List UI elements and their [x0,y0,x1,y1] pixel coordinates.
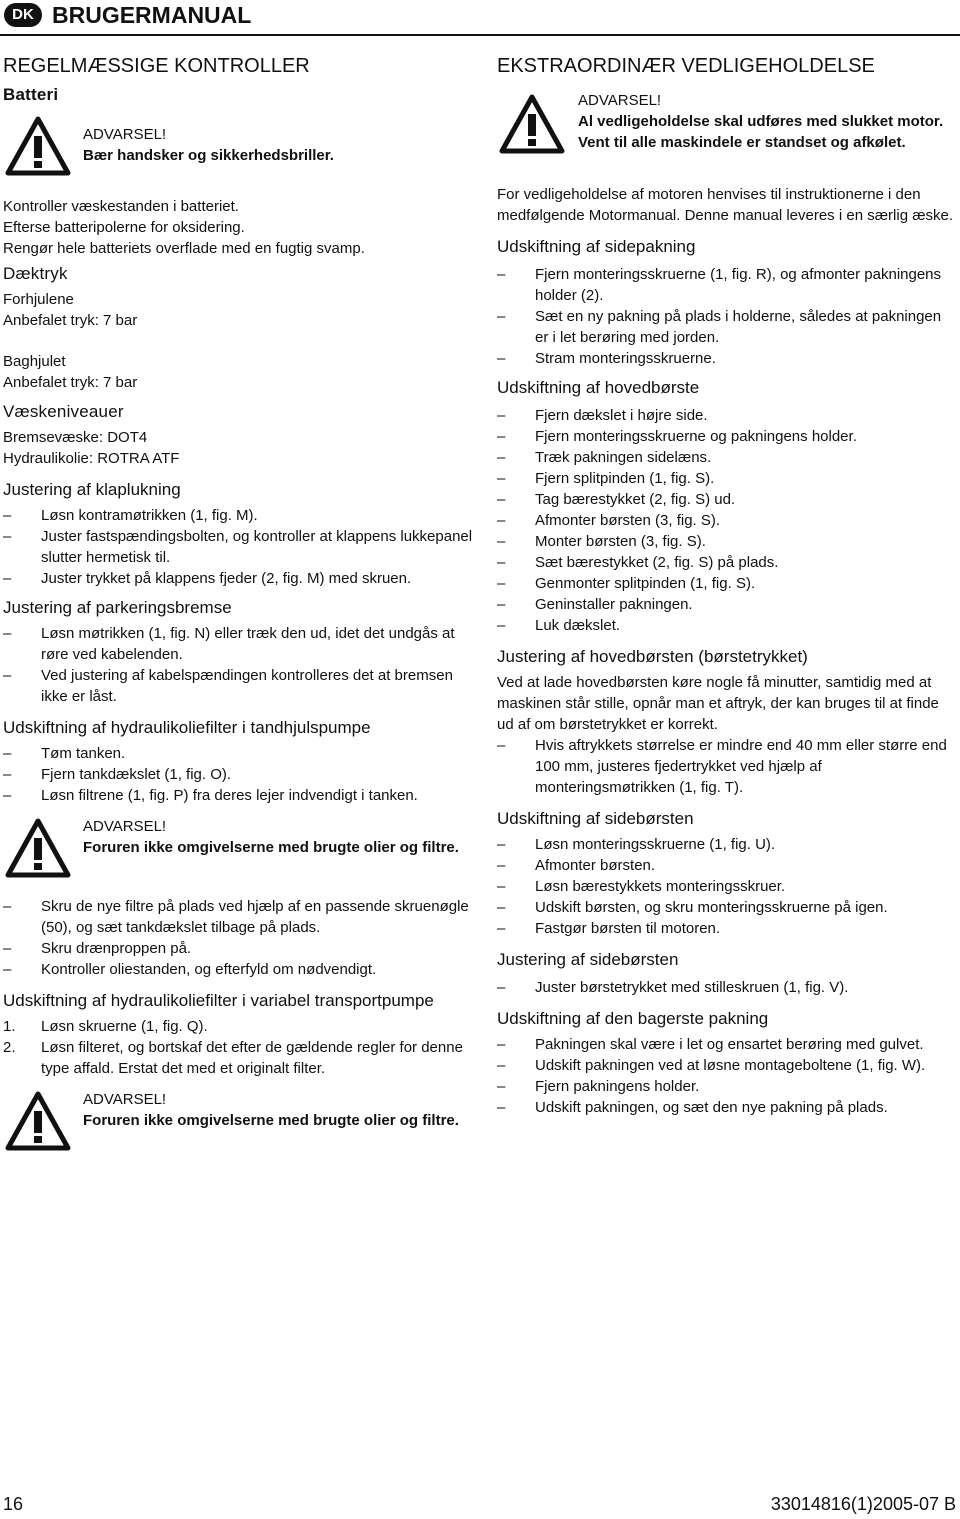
language-badge: DK [4,3,42,27]
heading-tyre-pressure: Dæktryk [3,264,68,283]
list-item: – Tøm tanken. [3,743,473,764]
heading-side-brush-adjustment: Justering af sidebørsten [497,950,679,969]
warning-text: Vent til alle maskindele er standset og afkølet. [578,134,906,151]
right-column [497,52,957,1118]
list-item: – Løsn monteringsskruerne (1, fig. U). [497,834,957,855]
side-gasket-steps [497,264,957,369]
list-item: – Tag bærestykket (2, fig. S) ud. [497,489,957,510]
list-item: – Skru de nye filtre på plads ved hjælp af en passende skruenøgle (50), og sæt tankdækslet tilbage på plads. [3,896,473,938]
battery-line: Kontroller væskestanden i batteriet. [3,198,239,215]
list-item: – Fastgør børsten til motoren. [497,918,957,939]
warning-text: Foruren ikke omgivelserne med brugte olier og filtre. [83,839,459,856]
heading-flap-adjustment: Justering af klaplukning [3,480,181,499]
front-wheels-pressure: Anbefalet tryk: 7 bar [3,312,138,329]
list-item: – Luk dækslet. [497,615,957,636]
list-item: – Pakningen skal være i let og ensartet berøring med gulvet. [497,1034,957,1055]
fluid-line: Bremsevæske: DOT4 [3,429,148,446]
step-number: 1. [3,1018,16,1035]
warning-triangle-icon [5,116,71,176]
list-item: – Afmonter børsten (3, fig. S). [497,510,957,531]
list-item [3,1037,473,1079]
main-brush-steps [497,405,957,636]
warning-triangle-icon [499,94,565,154]
list-item: – Geninstaller pakningen. [497,594,957,615]
list-item: – Løsn filtrene (1, fig. P) fra deres lejer indvendigt i tanken. [3,785,473,806]
manual-title: BRUGERMANUAL [52,2,252,28]
list-item: – Udskift pakningen ved at løsne montageboltene (1, fig. W). [497,1055,957,1076]
warning-text: Foruren ikke omgivelserne med brugte olier og filtre. [83,1112,459,1129]
rear-wheel-label: Baghjulet [3,353,66,370]
heading-main-brush-adjustment: Justering af hovedbørsten (børstetrykket) [497,647,808,666]
warning-maintenance [497,90,957,180]
list-item: – Ved justering af kabelspændingen kontrolleres det at bremsen ikke er låst. [3,665,473,707]
warning-text: Bær handsker og sikkerhedsbriller. [83,147,334,164]
front-wheels-label: Forhjulene [3,291,74,308]
left-column [3,52,473,1169]
list-item: – Genmonter splitpinden (1, fig. S). [497,573,957,594]
section-title-extraordinary-maintenance: EKSTRAORDINÆR VEDLIGEHOLDELSE [497,55,875,77]
gear-filter-steps-2 [3,896,473,980]
flap-steps [3,505,473,589]
list-item: – Hvis aftrykkets størrelse er mindre end 40 mm eller større end 100 mm, justeres fjedertrykket ved hjælp af monteringsmøtrikken (1, fig. T). [497,735,957,798]
intro-paragraph: For vedligeholdelse af motoren henvises til instruktionerne i den medfølgende Motormanual. Denne manual leveres i en særlig æske. [497,186,954,224]
main-brush-adjustment-text: Ved at lade hovedbørsten køre nogle få minutter, samtidig med at maskinen står stille, opnår man et aftryk, der kan bruges til at finde ud af om børstetrykket er korrekt. [497,674,939,733]
heading-fluid-levels: Væskeniveauer [3,402,124,421]
warning-oil-disposal-2 [3,1089,473,1169]
parking-brake-steps [3,623,473,707]
rear-wheel-pressure: Anbefalet tryk: 7 bar [3,374,138,391]
warning-label: ADVARSEL! [83,818,167,835]
document-code: 33014816(1)2005-07 B [770,1494,956,1514]
list-item: – Monter børsten (3, fig. S). [497,531,957,552]
list-item: – Fjern pakningens holder. [497,1076,957,1097]
heading-variable-pump-filter: Udskiftning af hydraulikoliefilter i variabel transportpumpe [3,991,434,1010]
list-item [3,1016,473,1037]
list-item: – Skru drænproppen på. [3,938,473,959]
list-item: – Træk pakningen sidelæns. [497,447,957,468]
list-item: – Udskift børsten, og skru monteringsskruerne på igen. [497,897,957,918]
warning-triangle-icon [5,818,71,878]
list-item: – Afmonter børsten. [497,855,957,876]
list-item: – Sæt bærestykket (2, fig. S) på plads. [497,552,957,573]
step-text: Løsn filteret, og bortskaf det efter de gældende regler for denne type affald. Erstat det med et originalt filter. [41,1039,463,1077]
warning-label: ADVARSEL! [578,92,662,109]
list-item: – Udskift pakningen, og sæt den nye pakning på plads. [497,1097,957,1118]
fluid-line: Hydraulikolie: ROTRA ATF [3,450,180,467]
warning-triangle-icon [5,1091,71,1151]
heading-parking-brake: Justering af parkeringsbremse [3,598,232,617]
variable-filter-steps [3,1016,473,1079]
warning-battery [3,114,473,188]
heading-battery: Batteri [3,85,59,104]
list-item: – Løsn bærestykkets monteringsskruer. [497,876,957,897]
list-item: – Fjern monteringsskruerne og pakningens holder. [497,426,957,447]
battery-line: Rengør hele batteriets overflade med en fugtig svamp. [3,240,365,257]
gear-filter-steps [3,743,473,806]
heading-gear-pump-filter: Udskiftning af hydraulikoliefilter i tandhjulspumpe [3,718,371,737]
list-item: – Kontroller oliestanden, og efterfyld om nødvendigt. [3,959,473,980]
list-item: – Fjern dækslet i højre side. [497,405,957,426]
list-item: – Fjern monteringsskruerne (1, fig. R), og afmonter pakningens holder (2). [497,264,957,306]
list-item: – Fjern tankdækslet (1, fig. O). [3,764,473,785]
heading-side-gasket: Udskiftning af sidepakning [497,237,696,256]
main-brush-adjustment-steps [497,735,957,798]
list-item: – Juster trykket på klappens fjeder (2, fig. M) med skruen. [3,568,473,589]
page-number: 16 [3,1494,24,1514]
list-item: – Fjern splitpinden (1, fig. S). [497,468,957,489]
page-header [0,0,960,32]
warning-text: Al vedligeholdelse skal udføres med slukket motor. [578,113,944,130]
side-brush-adjustment-steps [497,977,957,998]
list-item: – Sæt en ny pakning på plads i holderne, således at pakningen er i let berøring med jorden. [497,306,957,348]
step-text: Løsn skruerne (1, fig. Q). [41,1018,208,1035]
header-divider [0,34,960,36]
list-item: – Juster fastspændingsbolten, og kontroller at klappens lukkepanel slutter hermetisk til. [3,526,473,568]
list-item: – Juster børstetrykket med stilleskruen (1, fig. V). [497,977,957,998]
side-brush-steps [497,834,957,939]
list-item: – Løsn kontramøtrikken (1, fig. M). [3,505,473,526]
warning-oil-disposal [3,816,473,896]
list-item: – Stram monteringsskruerne. [497,348,957,369]
heading-rear-gasket: Udskiftning af den bagerste pakning [497,1009,769,1028]
section-title-regular-checks: REGELMÆSSIGE KONTROLLER [3,55,310,77]
step-number: 2. [3,1039,16,1056]
rear-gasket-steps [497,1034,957,1118]
list-item: – Løsn møtrikken (1, fig. N) eller træk den ud, idet det undgås at røre ved kabelenden. [3,623,473,665]
battery-line: Efterse batteripolerne for oksidering. [3,219,245,236]
heading-main-brush: Udskiftning af hovedbørste [497,378,700,397]
warning-label: ADVARSEL! [83,126,167,143]
heading-side-brush: Udskiftning af sidebørsten [497,809,694,828]
warning-label: ADVARSEL! [83,1091,167,1108]
